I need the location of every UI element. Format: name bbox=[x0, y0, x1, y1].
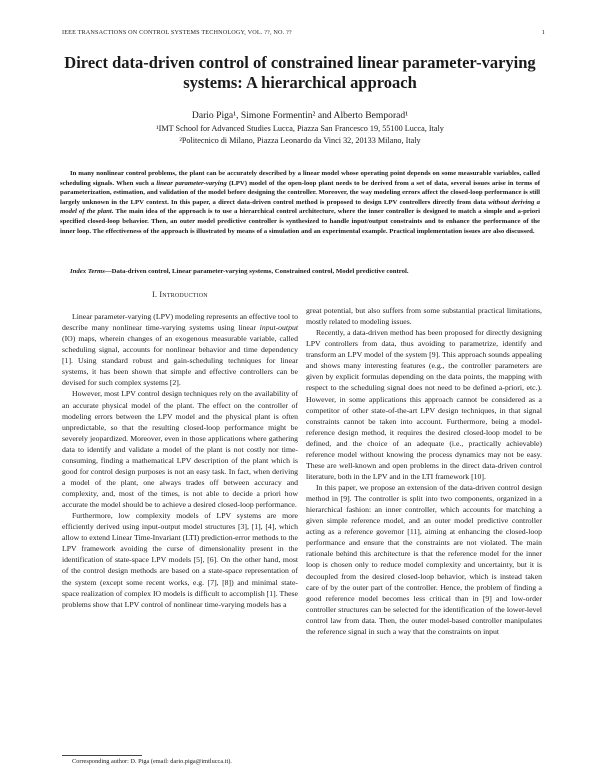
title-line-1: Direct data-driven control of constrained linear parameter-varying bbox=[64, 53, 536, 72]
abstract-emphasis-1: linear parameter-varying bbox=[156, 179, 227, 187]
section-title: Introduction bbox=[159, 290, 208, 299]
index-terms-text: —Data-driven control, Linear parameter-varying systems, Constrained control, Model predictive control. bbox=[104, 268, 409, 275]
abstract-text-3: . The main idea of the approach is to use a hierarchical control architecture, where the inner controller is designed to match a simple and a-priori specified closed-loop behavior. Then, an outer model predictive controller is synthesized to handle input/output constraints and to enhance the performance of the inner loop. The effectiveness of the approach is illustrated by means of a simulation and an experimental example. Practical implementation issues are also discussed. bbox=[60, 208, 540, 235]
affiliation-1: ¹IMT School for Advanced Studies Lucca, Piazza San Francesco 19, 55100 Lucca, Italy bbox=[156, 124, 444, 133]
title-line-2: systems: A hierarchical approach bbox=[183, 73, 417, 92]
paragraph-emphasis: input-output bbox=[259, 323, 298, 333]
section-numeral: I. bbox=[152, 290, 160, 299]
abstract-text-1: In many nonlinear control problems, the plant can be accurately described by a linear model whose operating point depends on some measurable variables, called scheduling signals. When such a bbox=[60, 170, 540, 187]
running-header: IEEE TRANSACTIONS ON CONTROL SYSTEMS TECHNOLOGY, VOL. ??, NO. ?? bbox=[62, 29, 292, 36]
intro-paragraph-3: Furthermore, low complexity models of LPV systems are more efficiently derived using input-output model structures [3], [1], [4], which allow to extend Linear Time-Invariant (LTI) prediction-error methods to the LPV framework avoiding the curse of dimensionality present in the identification of state-space LPV models [5], [6]. On the other hand, most of the control design methods are based on a state-space representation of the system (except some recent works, e.g. [7], [8]) and minimal state-space realization of complex IO models is difficult to accomplish [1]. These problems show that LPV control of nonlinear time-varying models has a bbox=[62, 511, 298, 609]
intro-paragraph-4: Recently, a data-driven method has been proposed for directly designing LPV controllers from data, thus avoiding to parametrize, identify and transform an LPV model of the system [9]. This approach sounds appealing and shows many interesting features (e.g., the controller parameters are given by explicit formulas depending on the data points, the mapping with respect to the scheduling signal does not need to be defined a-priori, etc.). However, in some applications this approach cannot be considered as a competitor of other state-of-the-art LPV design techniques, in that signal constraints cannot be taken into account. Furthermore, being a model-reference design method, it requires the desired closed-loop model to be defined, and the choice of an adequate (i.e., practically achievable) reference model without knowing the process dynamics may not be easy. These are well-known and open problems in the direct data-driven control literature, both in the LPV and in the LTI framework [10]. bbox=[306, 328, 542, 481]
index-terms bbox=[60, 267, 540, 277]
intro-paragraph-2: However, most LPV control design techniques rely on the availability of an accurate physical model of the plant. The effect on the controller of modeling errors between the LPV model and the physical plant is often unpredictable, so that the resulting closed-loop performance might be severely jeopardized. Moreover, even in those applications where gathering data to identify and validate a model of the plant is not costly nor time-consuming, finding a mathematical LPV description of the plant which is good for control design purposes is not an easy task. In fact, when deriving a model of the plant, one always trades off between accuracy and complexity, and, most of the times, is not able to decide a priori how accurate the model should be to achieve a desired closed-loop performance. bbox=[62, 389, 298, 510]
abstract-emphasis-2: without deriving a model of the plant bbox=[60, 198, 541, 216]
intro-paragraph-continued: great potential, but also suffers from some substantial practical limitations, mostly related to modeling issues. bbox=[306, 306, 542, 327]
page-number: 1 bbox=[541, 29, 545, 36]
paragraph-text: (IO) maps, wherein changes of an exogenous measurable variable, called scheduling signal, accounts for nonlinear behavior and time dependency [1]. Using standard robust and gain-scheduling techniques for linear systems, it has been shown that simple and effective controllers can be devised for such complex systems [2]. bbox=[62, 334, 298, 388]
left-column bbox=[62, 311, 298, 610]
section-heading-introduction bbox=[62, 290, 298, 299]
author-list: Dario Piga¹, Simone Formentin² and Alberto Bemporad¹ bbox=[191, 110, 409, 121]
abstract bbox=[60, 169, 540, 236]
right-column bbox=[306, 305, 542, 637]
affiliation-2: ²Politecnico di Milano, Piazza Leonardo da Vinci 32, 20133 Milano, Italy bbox=[179, 136, 421, 145]
paper-title bbox=[40, 53, 560, 93]
intro-paragraph-1 bbox=[62, 311, 298, 388]
intro-paragraph-5: In this paper, we propose an extension of the data-driven control design method in [9]. The controller is split into two components, organized in a hierarchical fashion: an inner controller, which accounts for matching a given simple reference model, and an outer model predictive controller acting as a reference governor [11], aiming at enhancing the closed-loop performance and ensure that the constraints are not violated. The main rationale behind this architecture is that the reference model for the inner loop is chosen only to reduce model complexity and uncertainty, but it is decoupled from the desired closed-loop behavior, which is instead taken care of by the outer part of the controller. Hence, the problem of finding a good reference model becomes less critical than in [9] and low-order controller structures can be selected for the identification of the lower-level control law from data. Then, the outer model-based controller manipulates the reference signal in such a way that the constraints on input bbox=[306, 483, 542, 636]
footnote: Corresponding author: D. Piga (email: dario.piga@imtlucca.it). bbox=[72, 758, 232, 765]
index-terms-label: Index Terms bbox=[70, 268, 105, 275]
abstract-text-2: (LPV) model of the open-loop plant needs to be derived from a set of data, several issues arise in terms of parameterization, estimation, and validation of the model before designing the controller. Moreover, the way modeling errors affect the closed-loop performance is still largely unknown in the LPV context. In this paper, a direct data-driven control method is proposed to design LPV controllers directly from data bbox=[60, 179, 540, 206]
footnote-divider bbox=[62, 755, 142, 756]
paragraph-text: Linear parameter-varying (LPV) modeling represents an effective tool to describe many nonlinear time-varying systems using linear bbox=[62, 312, 298, 333]
